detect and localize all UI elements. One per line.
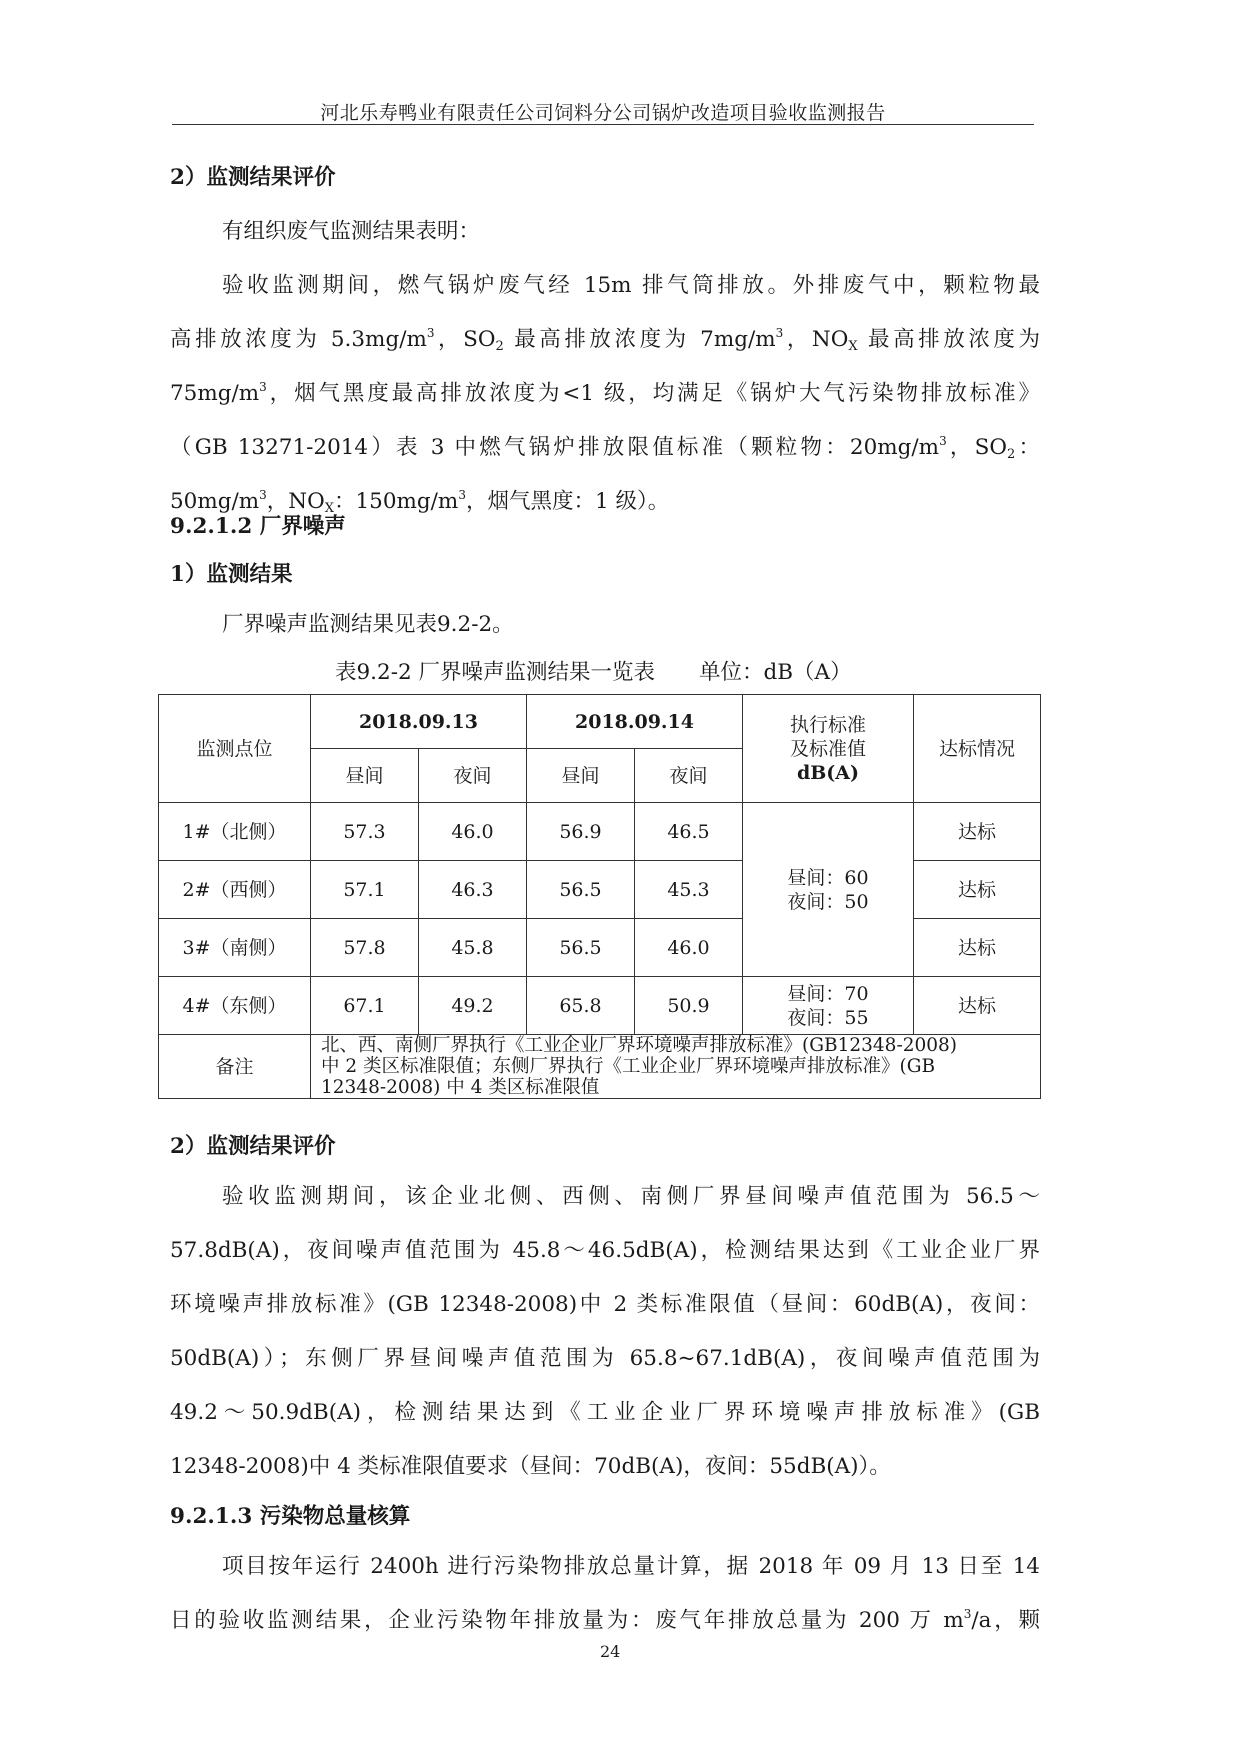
running-header: 河北乐寿鸭业有限责任公司饲料分公司锅炉改造项目验收监测报告 [320, 102, 886, 124]
superscript: 3 [259, 488, 267, 502]
cell-status: 达标 [914, 861, 1041, 919]
header-standard-unit: dB(A) [796, 761, 860, 784]
cell-value: 57.1 [311, 861, 419, 919]
cell-value: 67.1 [311, 977, 419, 1035]
standard-day: 昼间：70 [787, 982, 869, 1005]
cell-value: 49.2 [419, 977, 527, 1035]
cell-value: 50.9 [635, 977, 743, 1035]
header-date-2: 2018.09.14 [527, 695, 743, 749]
text-run: ，烟气黑度：1 级）。 [465, 489, 670, 514]
cell-status: 达标 [914, 977, 1041, 1035]
text-run: 50mg/m [170, 489, 260, 514]
cell-location: 4#（东侧） [159, 977, 311, 1035]
cell-location: 1#（北侧） [159, 803, 311, 861]
table-row [159, 977, 1041, 1035]
air-paragraph-line-1: 验收监测期间，燃气锅炉废气经 15m 排气筒排放。外排废气中，颗粒物最 [222, 273, 1040, 298]
cell-status: 达标 [914, 803, 1041, 861]
section-heading-noise: 9.2.1.2 厂界噪声 [170, 514, 346, 539]
text-run: ： [1015, 435, 1040, 460]
section-heading-pollutant-totals: 9.2.1.3 污染物总量核算 [170, 1504, 411, 1529]
superscript: 3 [963, 1607, 972, 1621]
noise-paragraph-line-4: 50dB(A)）；东侧厂界昼间噪声值范围为 65.8~67.1dB(A)，夜间噪声值范围为 [170, 1346, 1040, 1371]
header-day-1: 昼间 [311, 749, 419, 803]
superscript: 3 [458, 488, 466, 502]
cell-value: 56.5 [527, 861, 635, 919]
subheading-monitoring-results: 1）监测结果 [170, 562, 293, 587]
header-standard-line-2: 及标准值 [789, 737, 866, 760]
header-rule [172, 124, 1034, 125]
noise-intro: 厂界噪声监测结果见表9.2-2。 [222, 612, 514, 637]
table-caption [335, 655, 852, 686]
noise-results-table [158, 694, 1041, 1099]
total-paragraph-line-1: 项目按年运行 2400h 进行污染物排放总量计算，据 2018 年 09 月 13 日至 14 [222, 1554, 1040, 1579]
section-heading-air-evaluation: 2）监测结果评价 [170, 165, 336, 190]
cell-status: 达标 [914, 919, 1041, 977]
cell-location: 3#（南侧） [159, 919, 311, 977]
text-run: ，NO [783, 327, 849, 352]
text-run: ，烟气黑度最高排放浓度为<1 级，均满足《锅炉大气污染物排放标准》 [266, 381, 1040, 406]
text-run: （GB 13271-2014）表 3 中燃气锅炉排放限值标准（颗粒物：20mg/m [170, 435, 940, 460]
subscript: X [848, 339, 858, 354]
remark-text [311, 1035, 1041, 1099]
page-number: 24 [600, 1642, 621, 1661]
superscript: 3 [426, 326, 435, 340]
header-night-2: 夜间 [635, 749, 743, 803]
cell-value: 45.8 [419, 919, 527, 977]
table-remark-row [159, 1035, 1041, 1099]
remark-line: 12348-2008) 中 4 类区标准限值 [321, 1077, 600, 1098]
cell-value: 57.8 [311, 919, 419, 977]
cell-value: 46.0 [419, 803, 527, 861]
text-run: ，NO [266, 489, 325, 514]
header-standard [743, 695, 914, 803]
text-run: ：150mg/m [334, 489, 459, 514]
text-run: 最高排放浓度为 [857, 327, 1040, 352]
table-row [159, 803, 1041, 861]
text-run: ，SO [434, 327, 496, 352]
standard-day: 昼间：60 [787, 866, 869, 889]
noise-paragraph-line-3: 环境噪声排放标准》(GB 12348-2008)中 2 类标准限值（昼间：60dB(A)，夜间： [170, 1292, 1040, 1317]
table-caption-unit: 单位：dB（A） [698, 660, 852, 685]
noise-paragraph-line-2: 57.8dB(A)，夜间噪声值范围为 45.8～46.5dB(A)，检测结果达到《工业企业厂界 [170, 1238, 1040, 1263]
superscript: 3 [775, 326, 784, 340]
header-night-1: 夜间 [419, 749, 527, 803]
header-standard-line-1: 执行标准 [789, 713, 866, 736]
table-header-row [159, 695, 1041, 749]
standard-night: 夜间：50 [787, 890, 869, 913]
subheading-noise-evaluation: 2）监测结果评价 [170, 1134, 336, 1159]
noise-paragraph-line-1: 验收监测期间，该企业北侧、西侧、南侧厂界昼间噪声值范围为 56.5～ [222, 1184, 1040, 1209]
superscript: 3 [259, 380, 267, 394]
noise-paragraph-line-5: 49.2～50.9dB(A)，检测结果达到《工业企业厂界环境噪声排放标准》(GB [170, 1400, 1040, 1425]
remark-line: 中 2 类区标准限值；东侧厂界执行《工业企业厂界环境噪声排放标准》(GB [321, 1056, 936, 1077]
cell-value: 57.3 [311, 803, 419, 861]
table-caption-title: 表9.2-2 厂界噪声监测结果一览表 [335, 660, 655, 685]
cell-standard-class-2 [743, 803, 914, 977]
air-paragraph-line-2 [170, 325, 1040, 355]
cell-location: 2#（西侧） [159, 861, 311, 919]
cell-value: 65.8 [527, 977, 635, 1035]
cell-value: 56.5 [527, 919, 635, 977]
standard-night: 夜间：55 [787, 1006, 869, 1029]
noise-paragraph-line-6: 12348-2008)中 4 类标准限值要求（昼间：70dB(A)，夜间：55dB(A)）。 [170, 1454, 891, 1479]
text-run: 高排放浓度为 5.3mg/m [170, 327, 427, 352]
air-intro: 有组织废气监测结果表明： [222, 219, 481, 244]
subscript: 2 [1006, 447, 1016, 462]
remark-line: 北、西、南侧厂界执行《工业企业厂界环境噪声排放标准》(GB12348-2008) [321, 1035, 957, 1056]
text-run: 日的验收监测结果，企业污染物年排放量为：废气年排放总量为 200 万 m [170, 1608, 964, 1633]
cell-value: 45.3 [635, 861, 743, 919]
remark-label: 备注 [159, 1035, 311, 1099]
subscript: X [324, 501, 334, 516]
cell-value: 56.9 [527, 803, 635, 861]
header-location: 监测点位 [159, 695, 311, 803]
header-day-2: 昼间 [527, 749, 635, 803]
cell-value: 46.5 [635, 803, 743, 861]
header-status: 达标情况 [914, 695, 1041, 803]
text-run: /a，颗 [971, 1608, 1041, 1633]
superscript: 3 [939, 434, 947, 448]
air-paragraph-line-3 [170, 379, 1040, 409]
cell-standard-class-4 [743, 977, 914, 1035]
subscript: 2 [495, 339, 504, 354]
text-run: ，SO [946, 435, 1007, 460]
text-run: 最高排放浓度为 7mg/m [503, 327, 776, 352]
air-paragraph-line-4 [170, 433, 1040, 463]
cell-value: 46.0 [635, 919, 743, 977]
total-paragraph-line-2 [170, 1606, 1040, 1636]
cell-value: 46.3 [419, 861, 527, 919]
header-date-1: 2018.09.13 [311, 695, 527, 749]
text-run: 75mg/m [170, 381, 260, 406]
